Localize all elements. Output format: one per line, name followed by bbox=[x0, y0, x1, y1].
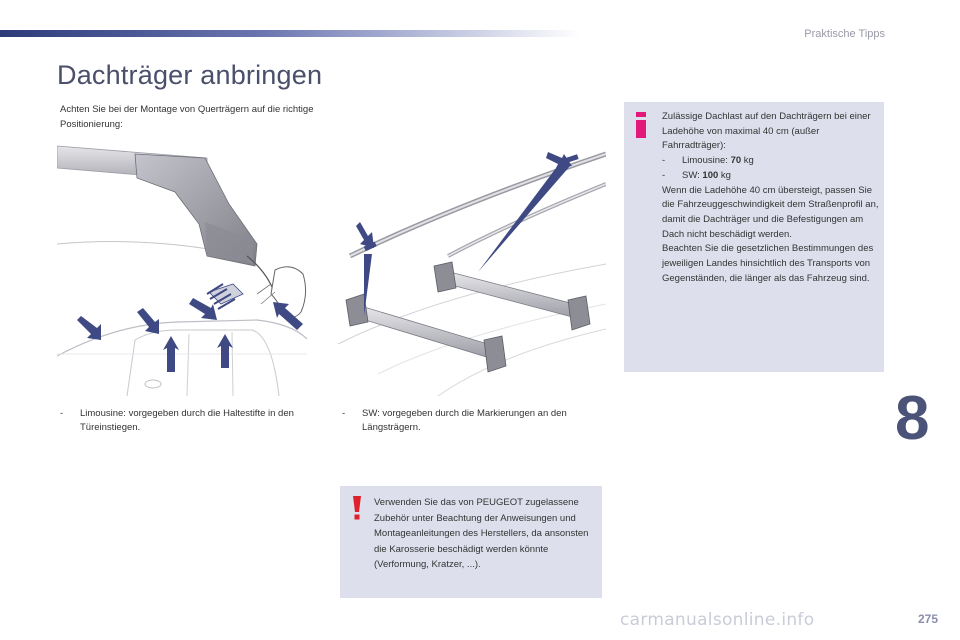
section-title: Praktische Tipps bbox=[804, 28, 885, 40]
info-icon bbox=[634, 112, 648, 138]
bullet-sw bbox=[342, 407, 607, 435]
sw-illustration bbox=[338, 144, 606, 397]
info-box bbox=[624, 102, 884, 372]
warning-text: Verwenden Sie das von PEUGEOT zugelassene Zubehör unter Beachtung der Anweisungen und Montageanleitungen des Herstellers, da ansonsten die Karosserie beschädigt werden könnte (Verformung, Kratzer, ...). bbox=[374, 497, 589, 570]
watermark: carmanualsonline.info bbox=[620, 610, 815, 630]
info-line1: Zulässige Dachlast auf den Dachträgern bei einer Ladehöhe von maximal 40 cm (außer Fahrradträger): bbox=[662, 111, 871, 152]
bullet-limousine bbox=[60, 407, 310, 435]
info-para-height: Wenn die Ladehöhe 40 cm übersteigt, passen Sie die Fahrzeuggeschwindigkeit dem Straßenprofil an, damit die Dachträger und die Befestigungen am Dach nicht beschädigt werden. bbox=[662, 184, 879, 240]
info-para-regulations: Beachten Sie die gesetzlichen Bestimmungen des jeweiligen Landes hinsichtlich des Transports von Gegenständen, die länger als das Fahrzeug sind. bbox=[662, 243, 874, 284]
page-number: 275 bbox=[917, 612, 938, 626]
warning-icon bbox=[352, 496, 362, 520]
chapter-number: 8 bbox=[895, 384, 930, 453]
header-bar bbox=[0, 30, 580, 37]
info-item-limousine: - Limousine: 70 kg bbox=[662, 155, 754, 167]
bullet-dash: - bbox=[60, 408, 64, 419]
figure-sw bbox=[338, 144, 606, 397]
limousine-illustration bbox=[57, 144, 307, 397]
info-text bbox=[662, 110, 880, 286]
bullet-dash: - bbox=[342, 408, 346, 419]
warning-box bbox=[340, 486, 602, 598]
page-title: Dachträger anbringen bbox=[57, 60, 323, 90]
figure-limousine bbox=[57, 144, 307, 397]
intro-text: Achten Sie bei der Montage von Querträgern auf die richtige Positionierung: bbox=[60, 104, 314, 130]
bullet-text: SW: vorgegeben durch die Markierungen an den Längsträgern. bbox=[362, 408, 567, 433]
info-item-sw: - SW: 100 kg bbox=[662, 169, 731, 181]
bullet-text: Limousine: vorgegeben durch die Haltestifte in den Türeinstiegen. bbox=[80, 408, 294, 433]
